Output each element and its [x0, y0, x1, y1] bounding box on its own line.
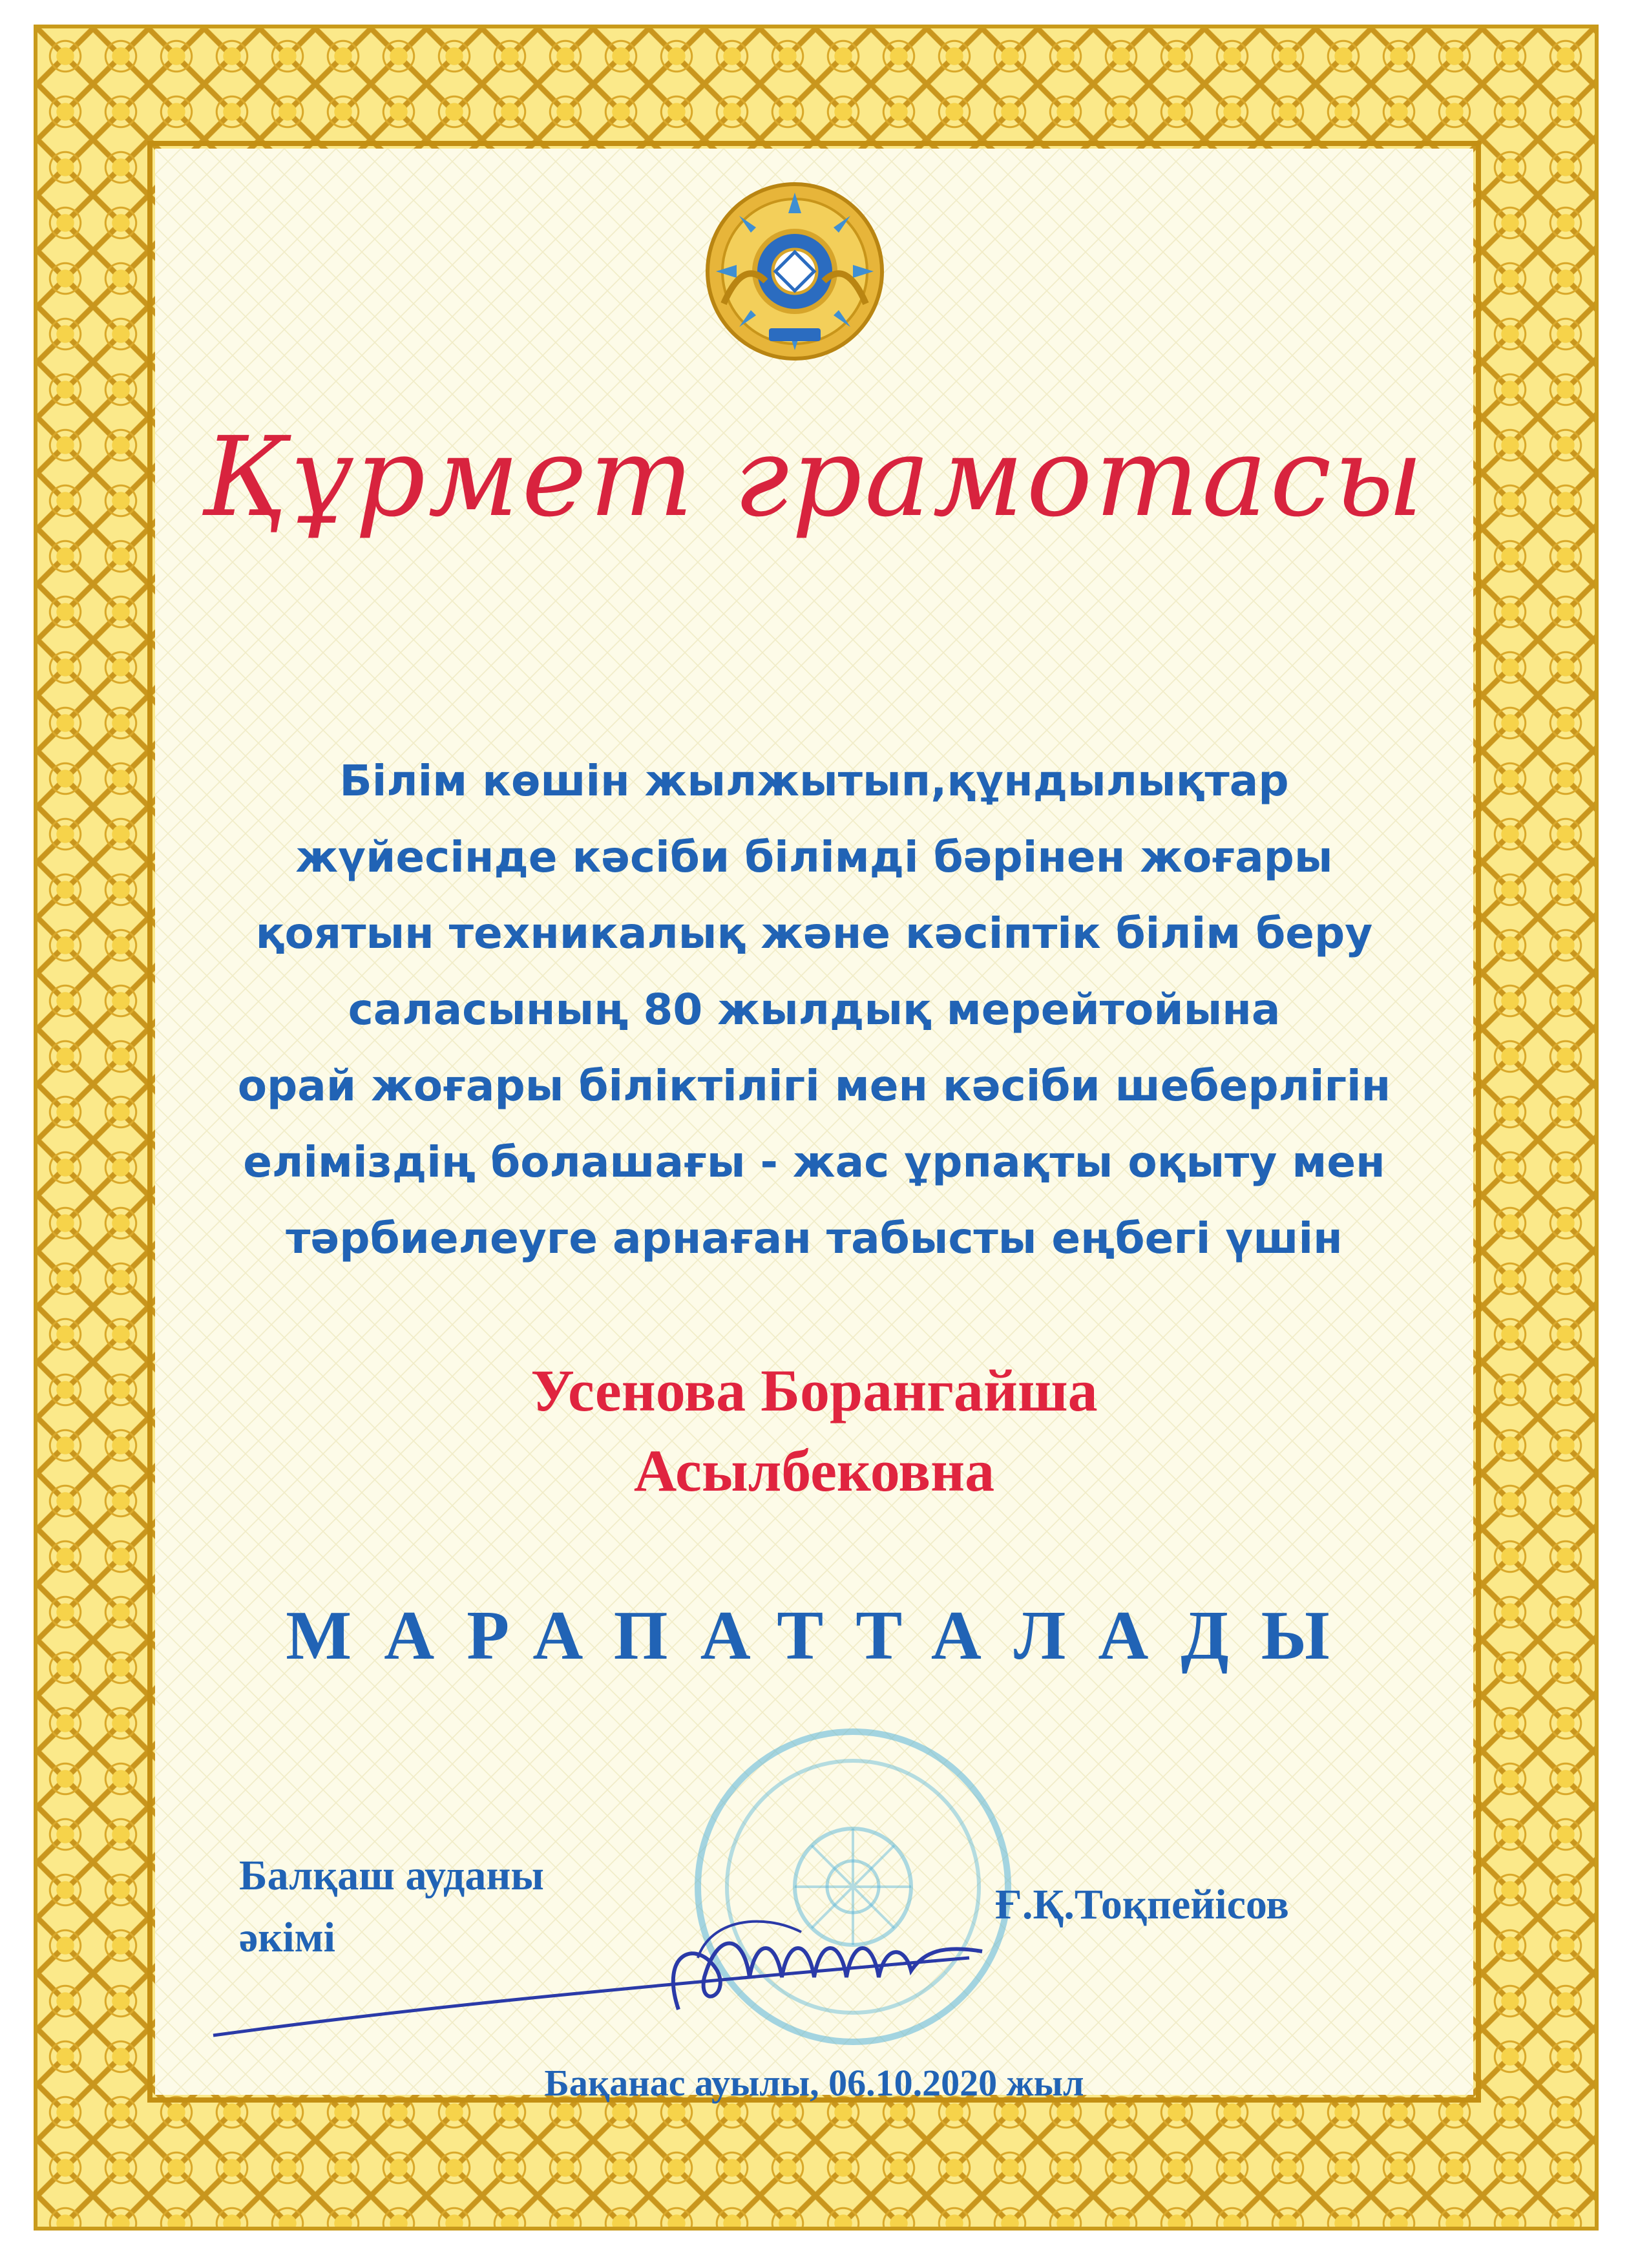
citation-line: Білім көшін жылжытып,құндылықтар: [339, 756, 1289, 806]
recipient-patronymic: Асылбековна: [633, 1438, 995, 1504]
citation-text: [155, 743, 1473, 1277]
recipient-surname-name: Усенова Борангайша: [530, 1358, 1098, 1423]
citation-line: еліміздің болашағы - жас ұрпақты оқыту мен: [243, 1137, 1385, 1187]
signer-position-line: әкімі: [239, 1914, 335, 1961]
place-and-date: Бақанас ауылы, 06.10.2020 жыл: [544, 2062, 1084, 2104]
citation-line: жүйесінде кәсіби білімді бәрінен жоғары: [295, 832, 1333, 882]
citation-line: орай жоғары біліктілігі мен кәсіби шеберлігін: [237, 1061, 1391, 1111]
citation-line: қоятын техникалық және кәсіптік білім беру: [255, 908, 1373, 958]
certificate-title: Құрмет грамотасы: [202, 414, 1426, 541]
citation-line: тәрбиелеуге арнаған табысты еңбегі үшін: [286, 1213, 1343, 1263]
citation-line: саласының 80 жылдық мерейтойына: [348, 985, 1281, 1034]
awarded-heading: МАРАПАТТАЛАДЫ: [286, 1597, 1362, 1674]
state-emblem-icon: [698, 174, 892, 368]
signer-position-line: Балқаш ауданы: [239, 1852, 544, 1899]
recipient-name: [155, 1350, 1473, 1511]
signer-position: [239, 1845, 544, 1969]
signer-name: Ғ.Қ.Тоқпейісов: [995, 1881, 1289, 1928]
